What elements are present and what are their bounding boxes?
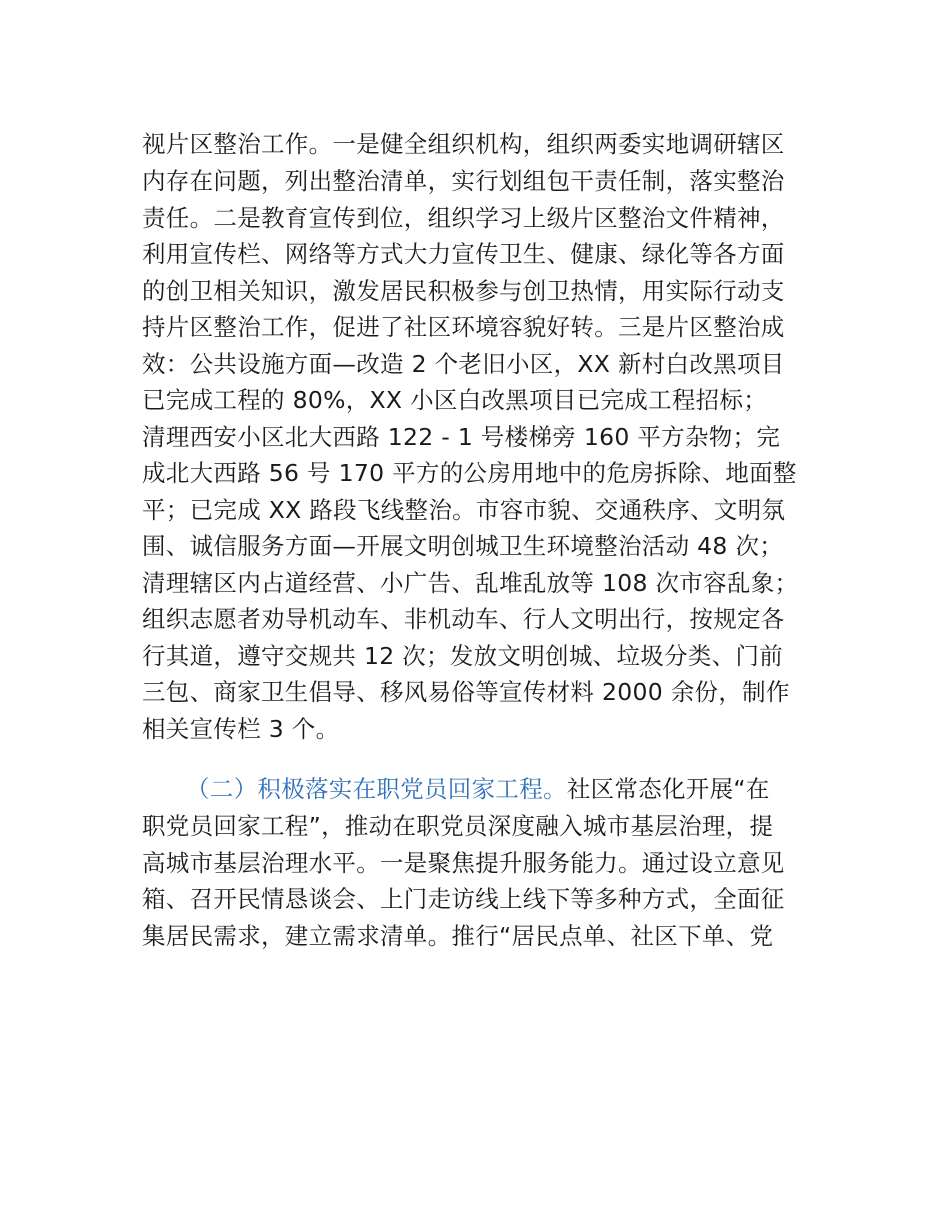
paragraph-text: 社区常态化开展“在 — [566, 775, 770, 803]
paragraph-line: 相关宣传栏 3 个。 — [142, 715, 340, 743]
paragraph-line: 清理辖区内占道经营、小广告、乱堆乱放等 108 次市容乱象； — [142, 569, 799, 597]
paragraph-line: 集居民需求，建立需求清单。推行“居民点单、社区下单、党 — [142, 922, 774, 950]
paragraph-line: 职党员回家工程”，推动在职党员深度融入城市基层治理，提 — [142, 812, 774, 840]
paragraph-line: 视片区整治工作。一是健全组织机构，组织两委实地调研辖区 — [142, 130, 785, 158]
paragraph-line: 组织志愿者劝导机动车、非机动车、行人文明出行，按规定各 — [142, 605, 785, 633]
paragraph-line: 责任。二是教育宣传到位，组织学习上级片区整治文件精神， — [142, 204, 785, 232]
paragraph-line: 内存在问题，列出整治清单，实行划组包干责任制，落实整治 — [142, 167, 785, 195]
paragraph-line: 已完成工程的 80%，XX 小区白改黑项目已完成工程招标； — [142, 386, 768, 414]
paragraph-line: 利用宣传栏、网络等方式大力宣传卫生、健康、绿化等各方面 — [142, 240, 785, 268]
paragraph-line: 的创卫相关知识，激发居民积极参与创卫热情，用实际行动支 — [142, 277, 785, 305]
paragraph-line: 高城市基层治理水平。一是聚焦提升服务能力。通过设立意见 — [142, 849, 785, 877]
paragraph-line: 持片区整治工作，促进了社区环境容貌好转。三是片区整治成 — [142, 313, 785, 341]
paragraph-line: 平；已完成 XX 路段飞线整治。市容市貌、交通秩序、文明氛 — [142, 496, 786, 524]
paragraph-line: 箱、召开民情恳谈会、上门走访线上线下等多种方式，全面征 — [142, 885, 785, 913]
section-heading: （二）积极落实在职党员回家工程。 — [186, 775, 567, 803]
paragraph-line: 围、诚信服务方面—开展文明创城卫生环境整治活动 48 次； — [142, 532, 784, 560]
paragraph-line: 三包、商家卫生倡导、移风易俗等宣传材料 2000 余份，制作 — [142, 678, 790, 706]
paragraph-line: 成北大西路 56 号 170 平方的公房用地中的危房拆除、地面整 — [142, 459, 797, 487]
paragraph-line: 行其道，遵守交规共 12 次；发放文明创城、垃圾分类、门前 — [142, 642, 784, 670]
paragraph-first-line — [186, 771, 770, 807]
paragraph-line: 效：公共设施方面—改造 2 个老旧小区，XX 新村白改黑项目 — [142, 350, 785, 378]
paragraph-line: 清理西安小区北大西路 122 - 1 号楼梯旁 160 平方杂物；完 — [142, 423, 781, 451]
